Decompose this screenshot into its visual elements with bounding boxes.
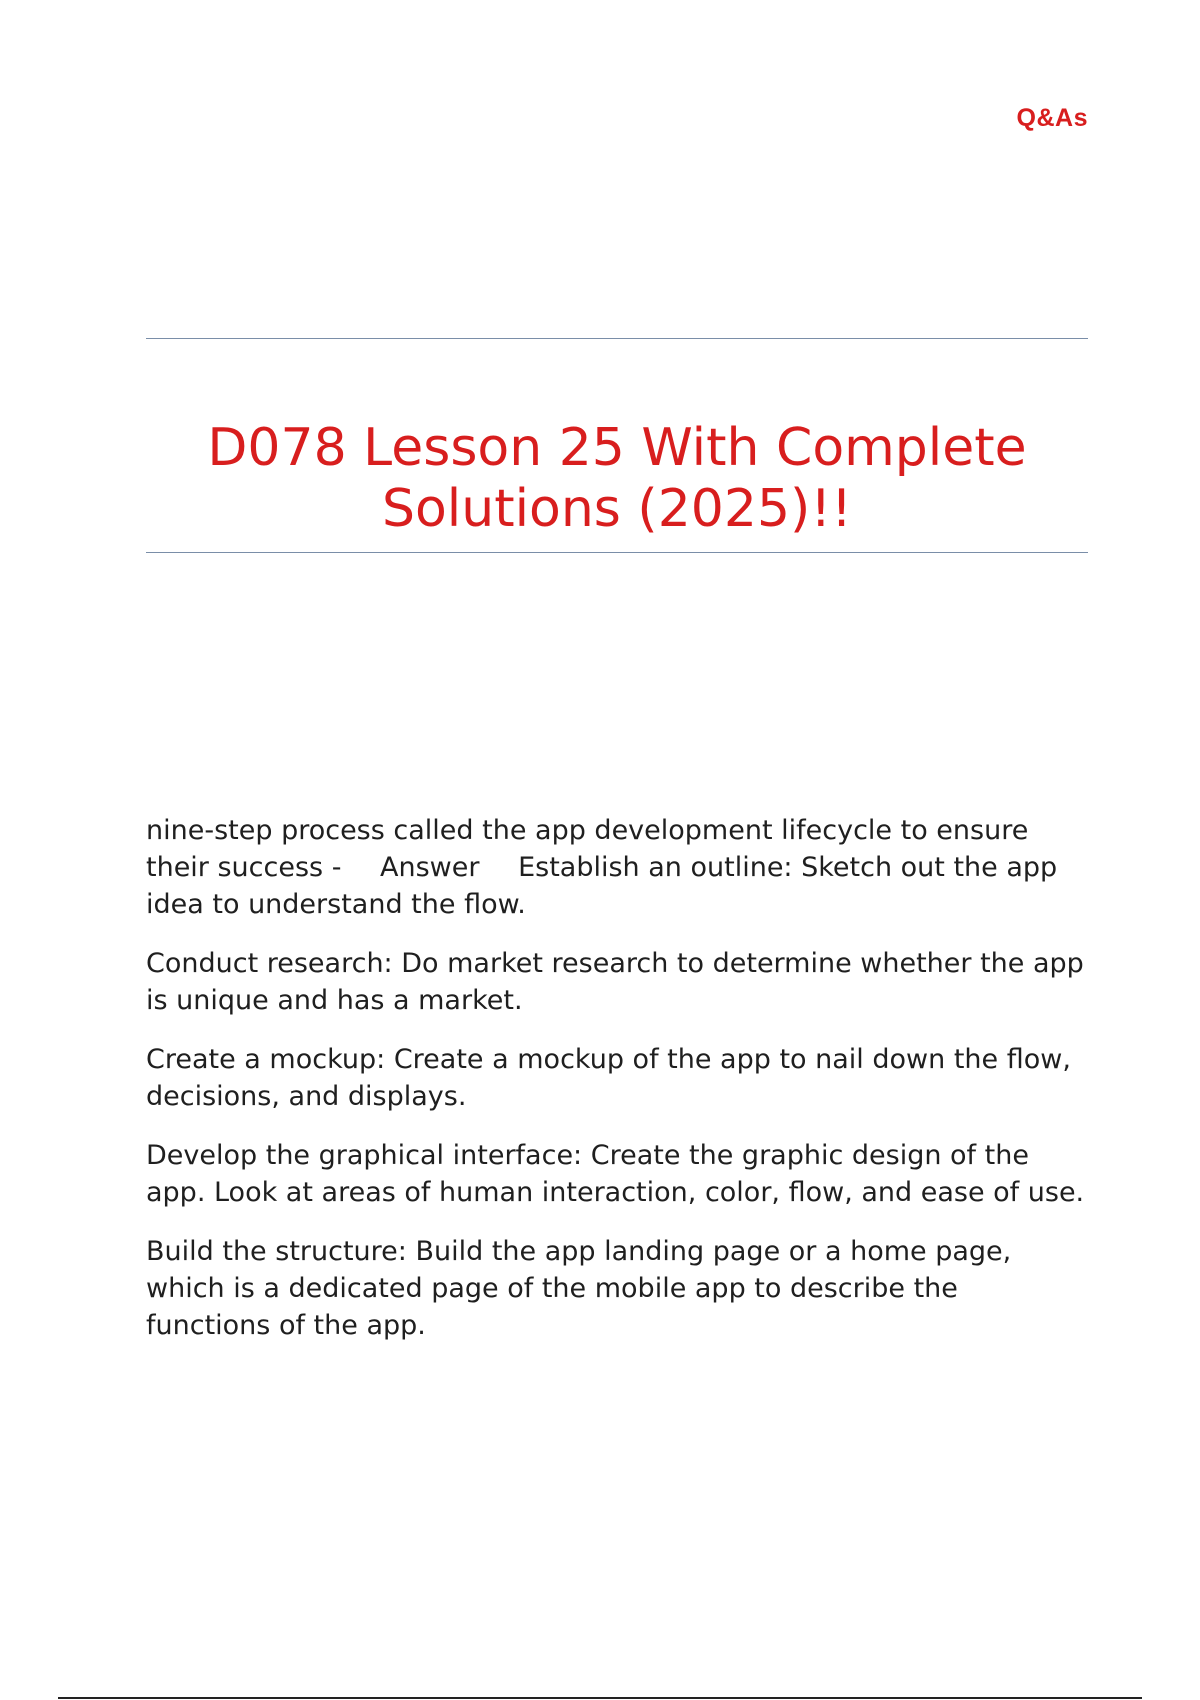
qa-item [146, 812, 1086, 923]
answer-step-paragraph: Develop the graphical interface: Create the graphic design of the app. Look at areas of human interaction, color, flow, and ease of use. [146, 1140, 1085, 1208]
document-title-line-1: D078 Lesson 25 With Complete [207, 418, 1027, 478]
answer-step-paragraph: Build the structure: Build the app landing page or a home page, which is a dedicated page of the mobile app to describe the functions of the app. [146, 1236, 1012, 1341]
page-footer-divider [58, 1697, 1142, 1699]
qa-content [146, 812, 1086, 1366]
title-top-divider [146, 338, 1088, 339]
answer-first-step: Establish an outline: Sketch out the app idea to understand the flow. [146, 852, 1058, 920]
title-bottom-divider [146, 552, 1088, 553]
answer-step-paragraph: Create a mockup: Create a mockup of the app to nail down the flow, decisions, and displays. [146, 1044, 1071, 1112]
question-text: nine-step process called the app development lifecycle to ensure their success - [146, 815, 1029, 883]
answer-step-paragraph: Conduct research: Do market research to determine whether the app is unique and has a market. [146, 948, 1084, 1016]
document-title-line-2: Solutions (2025)!! [381, 479, 853, 539]
qa-header-label: Q&As [1016, 104, 1088, 132]
answer-label: Answer [380, 852, 480, 883]
document-title [146, 418, 1088, 540]
